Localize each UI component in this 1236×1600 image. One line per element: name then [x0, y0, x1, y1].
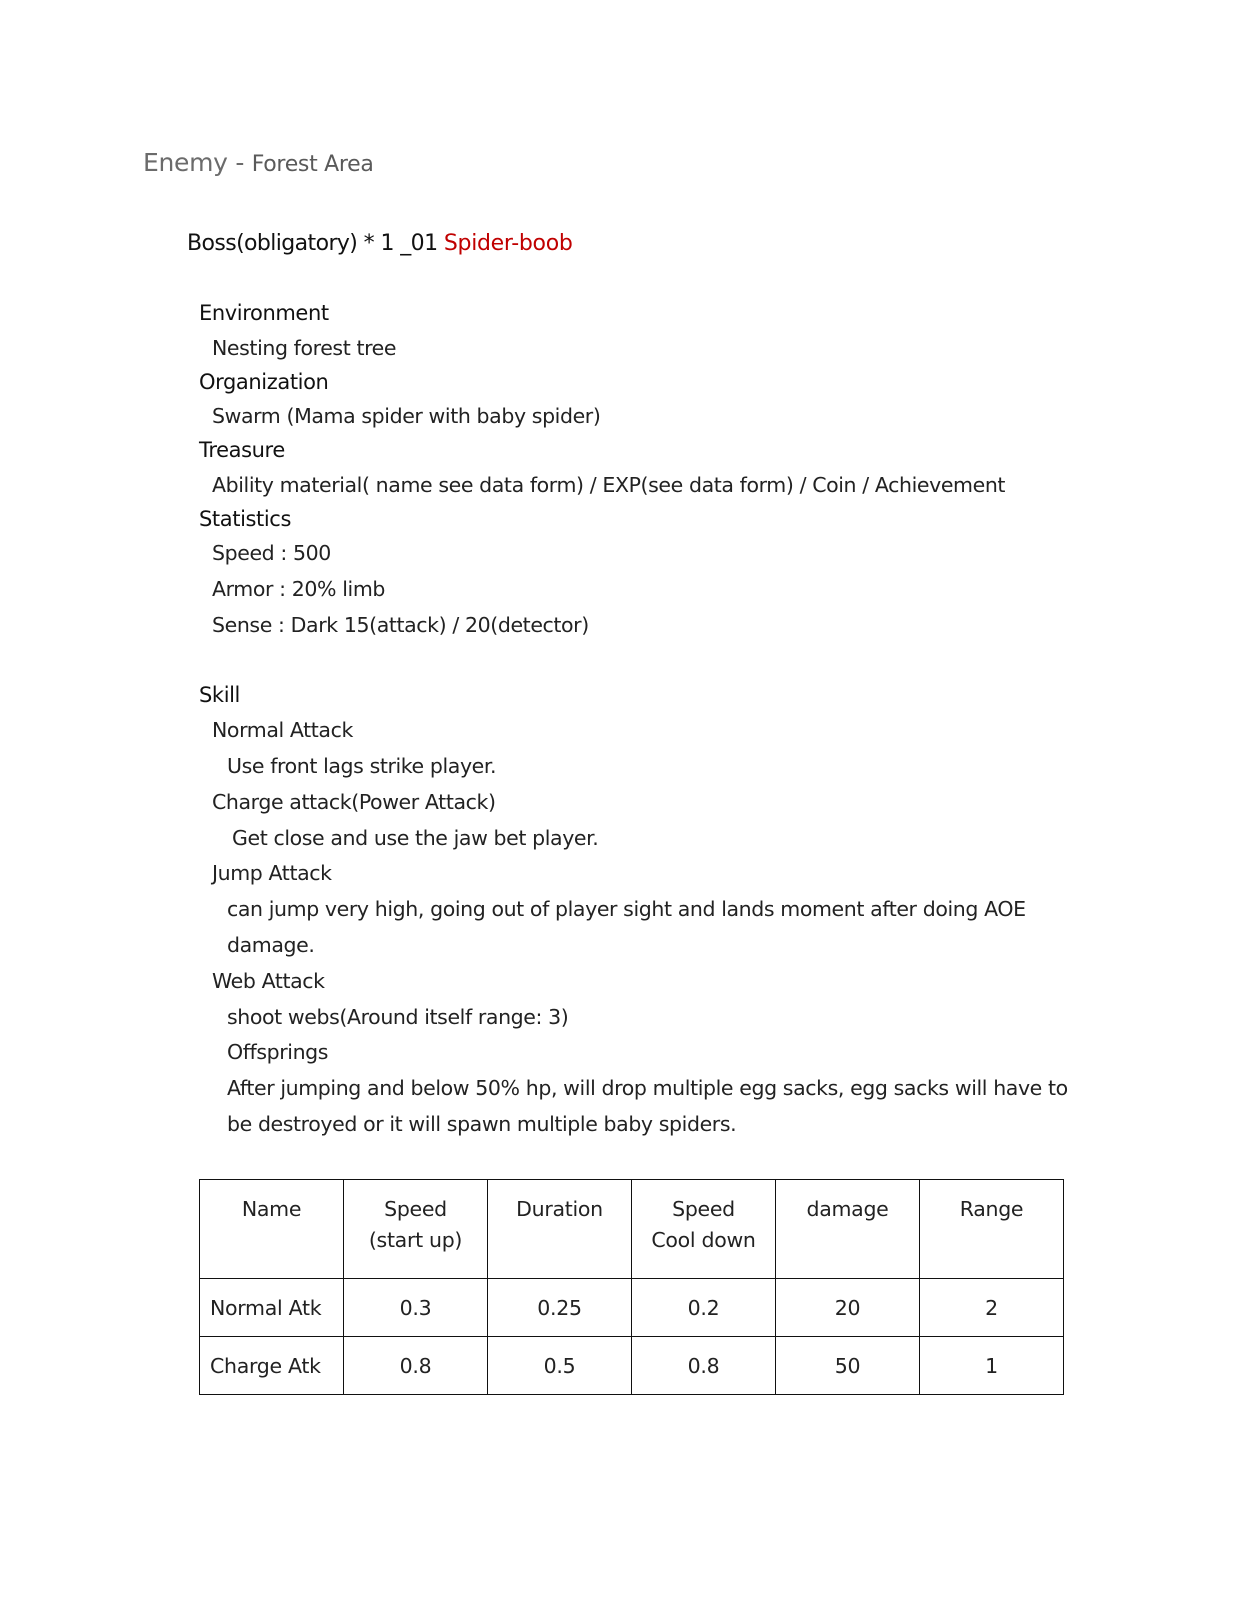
skill-heading: Skill — [199, 683, 240, 707]
table-cell: 0.8 — [344, 1337, 488, 1395]
table-cell: Normal Atk — [200, 1279, 344, 1337]
table-row — [200, 1337, 1064, 1395]
table-cell: 1 — [920, 1337, 1064, 1395]
skill-normal-attack-name: Normal Attack — [212, 718, 353, 742]
col-header-range: Range — [920, 1180, 1064, 1279]
statistics-heading: Statistics — [199, 507, 291, 531]
table-row — [200, 1279, 1064, 1337]
stat-armor: Armor : 20% limb — [212, 577, 386, 601]
boss-heading — [187, 231, 573, 256]
page-title-prefix: Enemy - — [143, 148, 245, 177]
col-header-duration: Duration — [488, 1180, 632, 1279]
organization-value: Swarm (Mama spider with baby spider) — [212, 404, 601, 428]
skill-offsprings-desc-2: be destroyed or it will spawn multiple baby spiders. — [227, 1112, 737, 1136]
table-cell: 2 — [920, 1279, 1064, 1337]
skill-jump-attack-name: Jump Attack — [212, 861, 332, 885]
area-name: Forest Area — [251, 152, 374, 177]
skill-charge-attack-desc: Get close and use the jaw bet player. — [232, 826, 599, 850]
table-cell: 50 — [776, 1337, 920, 1395]
col-header-speed-start-up: Speed (start up) — [344, 1180, 488, 1279]
table-header-row — [200, 1180, 1064, 1279]
page-title — [143, 148, 374, 177]
skill-jump-attack-desc-2: damage. — [227, 933, 315, 957]
skill-jump-attack-desc-1: can jump very high, going out of player sight and lands moment after doing AOE — [227, 897, 1026, 921]
boss-label: Boss(obligatory) * 1 _01 — [187, 231, 438, 256]
stat-speed: Speed : 500 — [212, 541, 331, 565]
col-header-speed-cool-down: Speed Cool down — [632, 1180, 776, 1279]
skill-web-attack-desc: shoot webs(Around itself range: 3) — [227, 1005, 569, 1029]
skill-web-attack-name: Web Attack — [212, 969, 325, 993]
attack-stats-table — [199, 1179, 1064, 1395]
skill-offsprings-name: Offsprings — [227, 1040, 329, 1064]
col-header-name: Name — [200, 1180, 344, 1279]
table-cell: Charge Atk — [200, 1337, 344, 1395]
skill-normal-attack-desc: Use front lags strike player. — [227, 754, 497, 778]
treasure-value: Ability material( name see data form) / EXP(see data form) / Coin / Achievement — [212, 473, 1006, 497]
skill-offsprings-desc-1: After jumping and below 50% hp, will drop multiple egg sacks, egg sacks will have to — [227, 1076, 1068, 1100]
environment-value: Nesting forest tree — [212, 336, 397, 360]
table-cell: 0.8 — [632, 1337, 776, 1395]
treasure-heading: Treasure — [199, 438, 285, 462]
table-cell: 0.5 — [488, 1337, 632, 1395]
table-cell: 0.25 — [488, 1279, 632, 1337]
table-cell: 20 — [776, 1279, 920, 1337]
table-cell: 0.3 — [344, 1279, 488, 1337]
environment-heading: Environment — [199, 301, 329, 325]
skill-charge-attack-name: Charge attack(Power Attack) — [212, 790, 496, 814]
organization-heading: Organization — [199, 370, 329, 394]
stat-sense: Sense : Dark 15(attack) / 20(detector) — [212, 613, 589, 637]
table-cell: 0.2 — [632, 1279, 776, 1337]
col-header-damage: damage — [776, 1180, 920, 1279]
boss-name: Spider-boob — [443, 231, 573, 256]
